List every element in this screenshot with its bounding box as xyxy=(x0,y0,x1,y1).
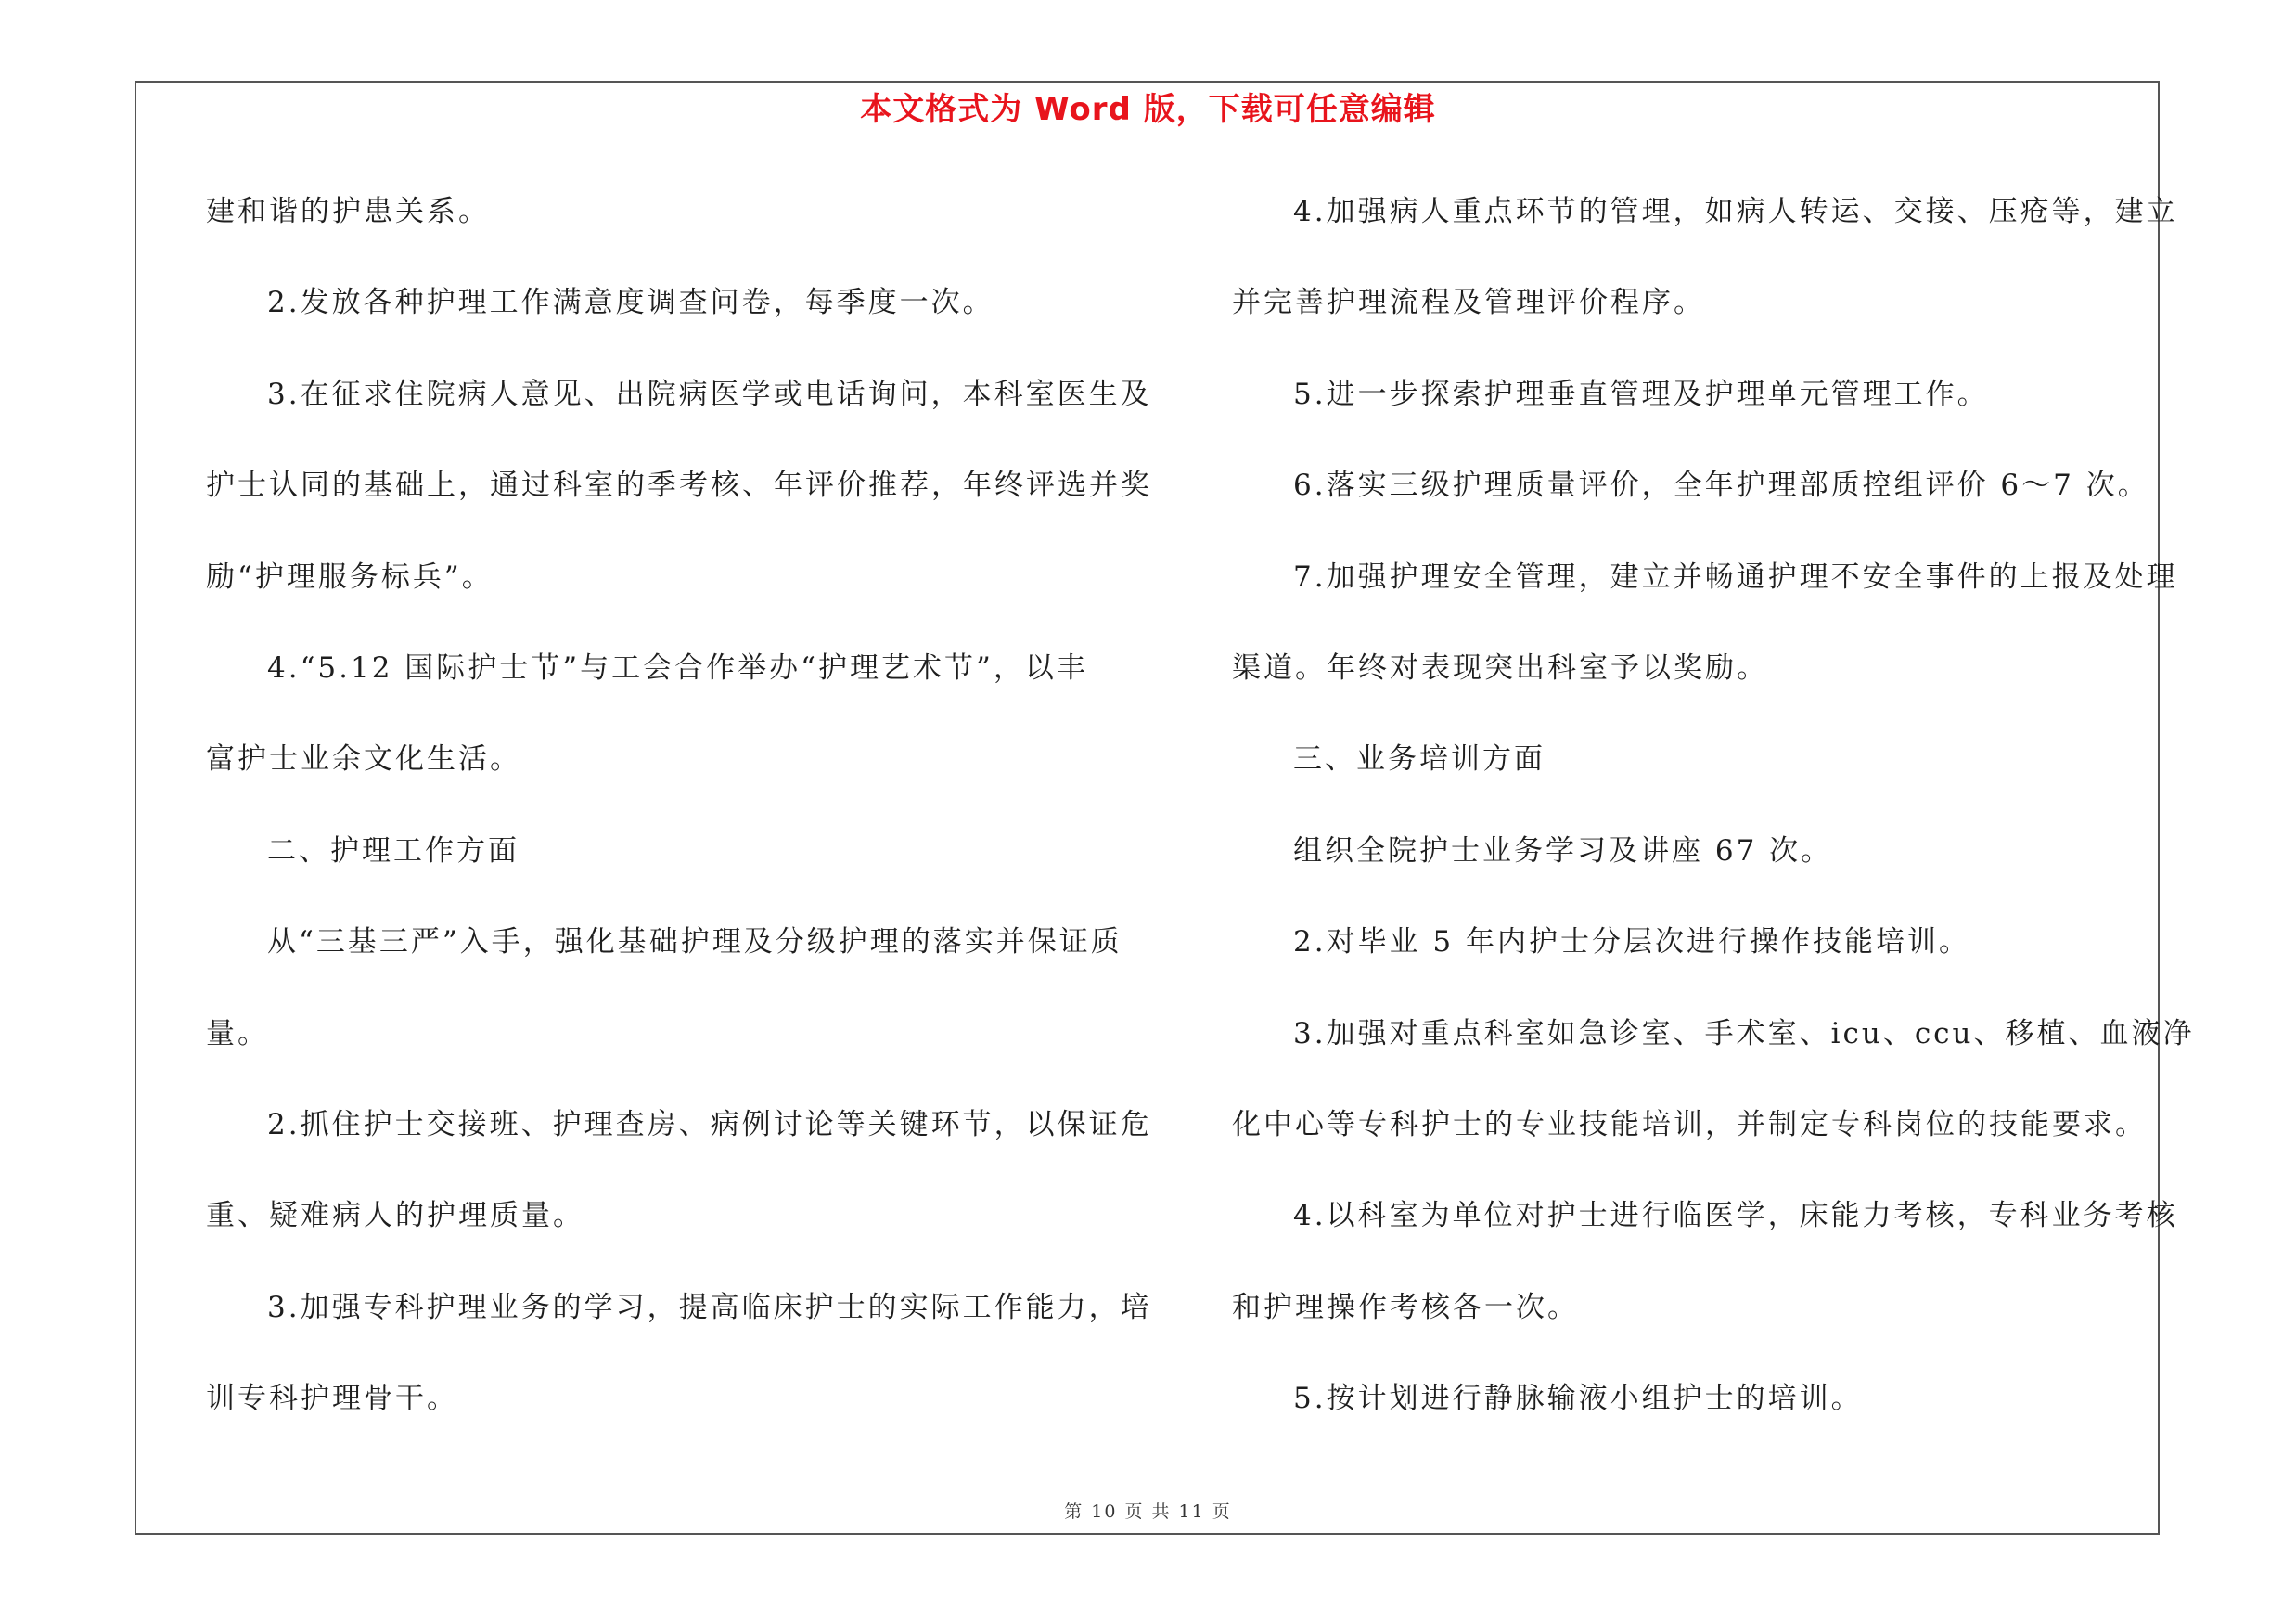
text-line: 训专科护理骨干。 xyxy=(206,1382,458,1416)
text-line: 3.在征求住院病人意见、出院病医学或电话询问，本科室医生及 xyxy=(267,377,1152,411)
text-line: 组织全院护士业务学习及讲座 67 次。 xyxy=(1293,833,1833,868)
text-line: 2.抓住护士交接班、护理查房、病例讨论等关键环节，以保证危 xyxy=(267,1107,1152,1141)
text-line: 护士认同的基础上，通过科室的季考核、年评价推荐，年终评选并奖 xyxy=(206,469,1152,503)
page-number: 第 10 页 共 11 页 xyxy=(1064,1501,1232,1522)
text-line: 重、疑难病人的护理质量。 xyxy=(206,1199,584,1233)
text-line: 7.加强护理安全管理，建立并畅通护理不安全事件的上报及处理 xyxy=(1293,560,2178,594)
text-line: 从“三基三严”入手，强化基础护理及分级护理的落实并保证质 xyxy=(267,925,1122,960)
text-line: 建和谐的护患关系。 xyxy=(206,195,490,228)
header-banner: 本文格式为 Word 版，下载可任意编辑 xyxy=(860,91,1436,128)
text-line: 3.加强专科护理业务的学习，提高临床护士的实际工作能力，培 xyxy=(267,1290,1152,1324)
text-line: 并完善护理流程及管理评价程序。 xyxy=(1232,286,1705,320)
text-line: 化中心等专科护士的专业技能培训，并制定专科岗位的技能要求。 xyxy=(1232,1107,2147,1141)
section-heading: 三、业务培训方面 xyxy=(1293,742,1546,777)
text-line: 渠道。年终对表现突出科室予以奖励。 xyxy=(1232,650,1768,685)
text-line: 2.发放各种护理工作满意度调查问卷，每季度一次。 xyxy=(267,286,994,320)
text-line: 量。 xyxy=(206,1016,269,1050)
text-line: 6.落实三级护理质量评价，全年护理部质控组评价 6～7 次。 xyxy=(1293,469,2149,503)
section-heading: 二、护理工作方面 xyxy=(267,833,519,868)
text-line: 和护理操作考核各一次。 xyxy=(1232,1290,1579,1324)
text-line: 励“护理服务标兵”。 xyxy=(206,560,494,594)
text-line: 5.按计划进行静脉输液小组护士的培训。 xyxy=(1293,1382,1863,1416)
text-line: 富护士业余文化生活。 xyxy=(206,742,521,777)
left-column xyxy=(206,183,1152,1461)
right-column xyxy=(1232,183,2195,1461)
text-line: 2.对毕业 5 年内护士分层次进行操作技能培训。 xyxy=(1293,925,1971,960)
text-line: 4.“5.12 国际护士节”与工会合作举办“护理艺术节”，以丰 xyxy=(267,650,1088,685)
text-line: 4.加强病人重点环节的管理，如病人转运、交接、压疮等，建立 xyxy=(1293,195,2178,228)
text-line: 4.以科室为单位对护士进行临医学，床能力考核，专科业务考核 xyxy=(1293,1199,2178,1233)
text-line: 5.进一步探索护理垂直管理及护理单元管理工作。 xyxy=(1293,377,1989,411)
text-line: 3.加强对重点科室如急诊室、手术室、icu、ccu、移植、血液净 xyxy=(1293,1016,2195,1050)
